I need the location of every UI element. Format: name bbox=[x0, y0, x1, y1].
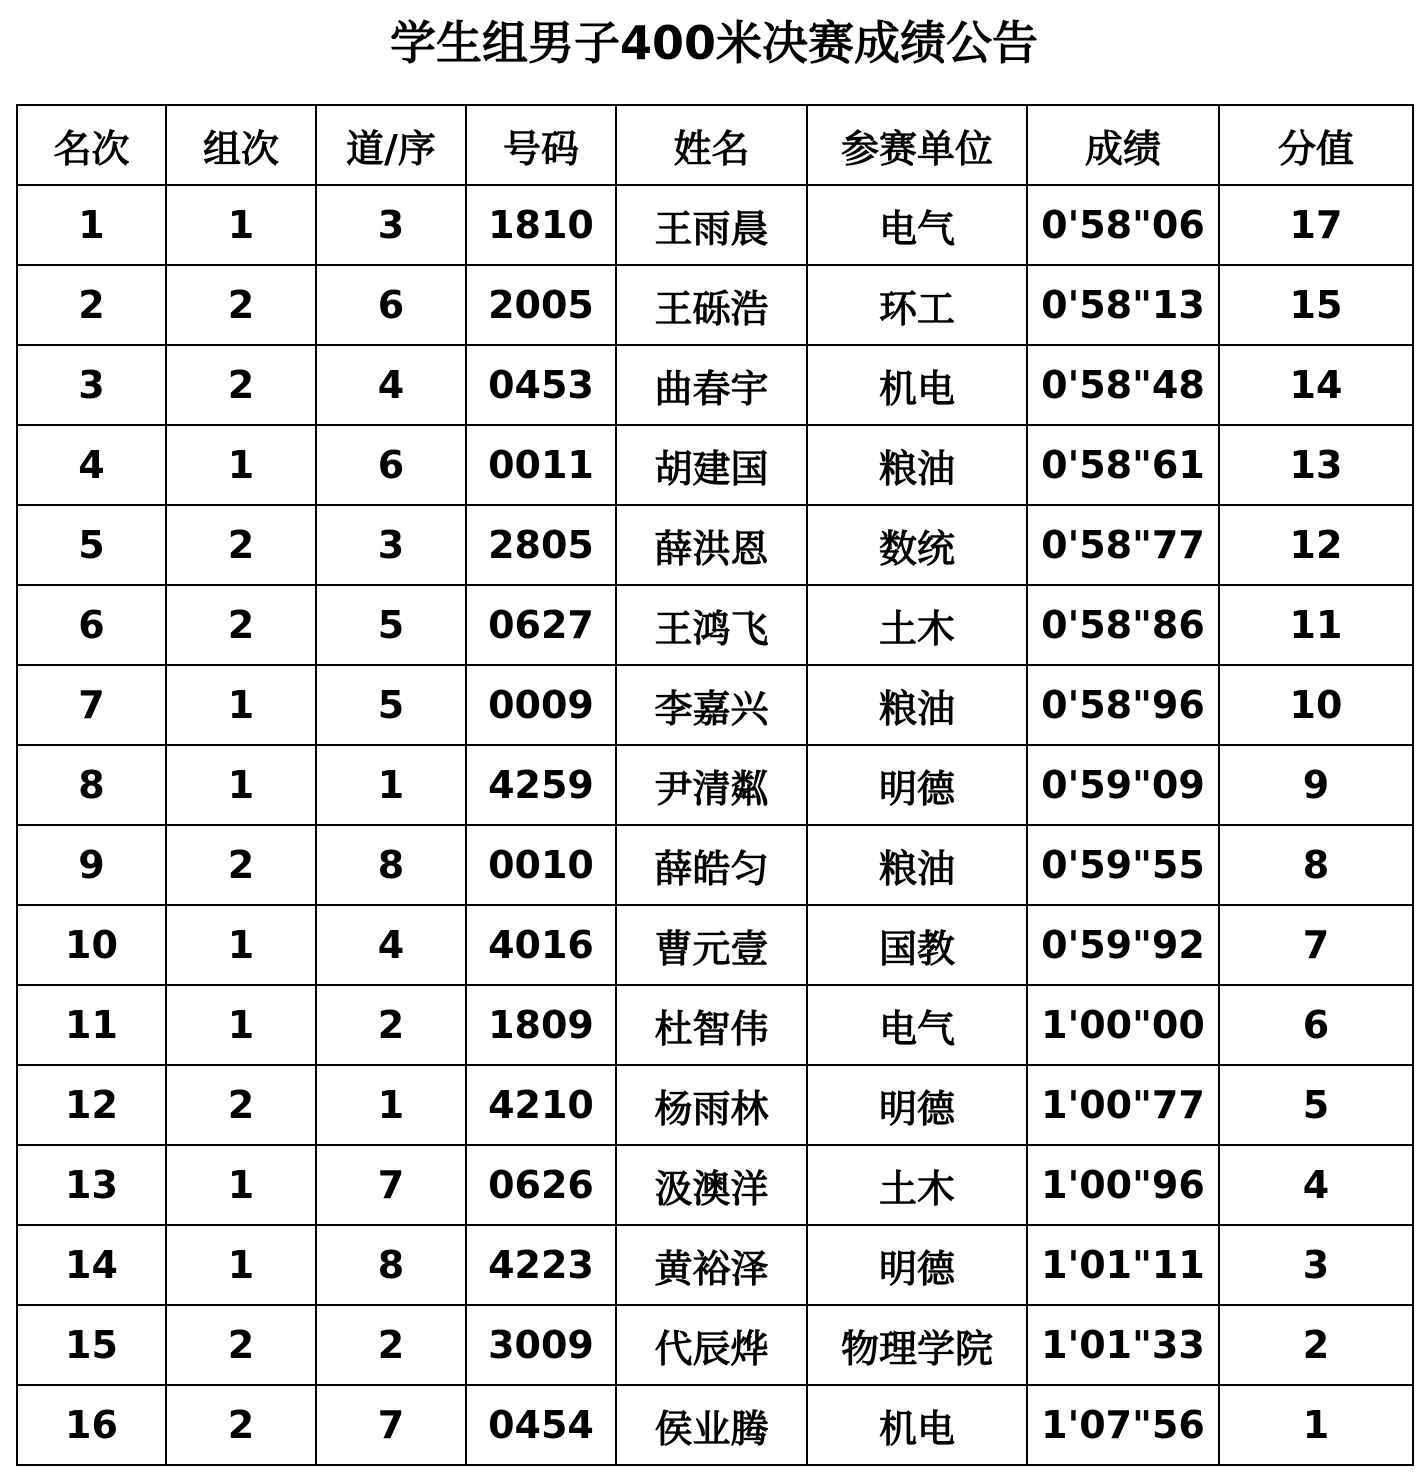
table-row bbox=[17, 505, 1413, 585]
cell-rank: 12 bbox=[17, 1065, 166, 1145]
header-rank: 名次 bbox=[17, 105, 166, 185]
cell-bib: 0454 bbox=[466, 1385, 616, 1465]
table-row bbox=[17, 1065, 1413, 1145]
cell-bib: 3009 bbox=[466, 1305, 616, 1385]
cell-bib: 4210 bbox=[466, 1065, 616, 1145]
header-name: 姓名 bbox=[616, 105, 807, 185]
cell-lane: 6 bbox=[316, 265, 466, 345]
cell-lane: 8 bbox=[316, 825, 466, 905]
cell-group: 2 bbox=[166, 585, 316, 665]
cell-points: 2 bbox=[1219, 1305, 1413, 1385]
cell-points: 5 bbox=[1219, 1065, 1413, 1145]
cell-name: 代辰烨 bbox=[616, 1305, 807, 1385]
cell-name: 杜智伟 bbox=[616, 985, 807, 1065]
header-row bbox=[17, 105, 1413, 185]
results-table bbox=[16, 104, 1414, 1466]
table-row bbox=[17, 425, 1413, 505]
cell-result: 0'58"61 bbox=[1027, 425, 1219, 505]
cell-bib: 4223 bbox=[466, 1225, 616, 1305]
cell-result: 1'00"96 bbox=[1027, 1145, 1219, 1225]
table-row bbox=[17, 185, 1413, 265]
cell-group: 2 bbox=[166, 1065, 316, 1145]
cell-bib: 1809 bbox=[466, 985, 616, 1065]
table-row bbox=[17, 585, 1413, 665]
cell-points: 6 bbox=[1219, 985, 1413, 1065]
cell-rank: 13 bbox=[17, 1145, 166, 1225]
cell-name: 曲春宇 bbox=[616, 345, 807, 425]
cell-rank: 11 bbox=[17, 985, 166, 1065]
table-row bbox=[17, 265, 1413, 345]
cell-points: 7 bbox=[1219, 905, 1413, 985]
cell-points: 13 bbox=[1219, 425, 1413, 505]
cell-bib: 2805 bbox=[466, 505, 616, 585]
cell-group: 2 bbox=[166, 1385, 316, 1465]
cell-unit: 数统 bbox=[807, 505, 1027, 585]
cell-points: 4 bbox=[1219, 1145, 1413, 1225]
table-row bbox=[17, 1225, 1413, 1305]
cell-group: 2 bbox=[166, 1305, 316, 1385]
cell-result: 0'59"09 bbox=[1027, 745, 1219, 825]
cell-unit: 粮油 bbox=[807, 425, 1027, 505]
cell-group: 1 bbox=[166, 425, 316, 505]
cell-name: 王雨晨 bbox=[616, 185, 807, 265]
cell-group: 1 bbox=[166, 1145, 316, 1225]
cell-rank: 9 bbox=[17, 825, 166, 905]
cell-lane: 7 bbox=[316, 1385, 466, 1465]
table-body bbox=[17, 185, 1413, 1465]
cell-name: 胡建国 bbox=[616, 425, 807, 505]
cell-name: 王砾浩 bbox=[616, 265, 807, 345]
header-result: 成绩 bbox=[1027, 105, 1219, 185]
cell-unit: 土木 bbox=[807, 1145, 1027, 1225]
cell-bib: 0010 bbox=[466, 825, 616, 905]
cell-name: 李嘉兴 bbox=[616, 665, 807, 745]
table-row bbox=[17, 665, 1413, 745]
cell-lane: 1 bbox=[316, 1065, 466, 1145]
cell-points: 17 bbox=[1219, 185, 1413, 265]
table-row bbox=[17, 1385, 1413, 1465]
cell-bib: 0453 bbox=[466, 345, 616, 425]
cell-points: 3 bbox=[1219, 1225, 1413, 1305]
table-row bbox=[17, 905, 1413, 985]
cell-result: 0'58"13 bbox=[1027, 265, 1219, 345]
cell-lane: 6 bbox=[316, 425, 466, 505]
cell-bib: 4259 bbox=[466, 745, 616, 825]
cell-lane: 7 bbox=[316, 1145, 466, 1225]
cell-group: 1 bbox=[166, 905, 316, 985]
cell-group: 2 bbox=[166, 505, 316, 585]
table-row bbox=[17, 345, 1413, 425]
cell-unit: 环工 bbox=[807, 265, 1027, 345]
cell-name: 侯业腾 bbox=[616, 1385, 807, 1465]
table-row bbox=[17, 745, 1413, 825]
cell-group: 1 bbox=[166, 745, 316, 825]
cell-group: 1 bbox=[166, 665, 316, 745]
cell-result: 1'01"11 bbox=[1027, 1225, 1219, 1305]
cell-result: 1'07"56 bbox=[1027, 1385, 1219, 1465]
header-bib: 号码 bbox=[466, 105, 616, 185]
cell-unit: 电气 bbox=[807, 185, 1027, 265]
cell-points: 8 bbox=[1219, 825, 1413, 905]
cell-rank: 2 bbox=[17, 265, 166, 345]
cell-lane: 8 bbox=[316, 1225, 466, 1305]
cell-result: 0'58"48 bbox=[1027, 345, 1219, 425]
cell-unit: 粮油 bbox=[807, 825, 1027, 905]
cell-group: 2 bbox=[166, 825, 316, 905]
cell-rank: 1 bbox=[17, 185, 166, 265]
cell-lane: 3 bbox=[316, 185, 466, 265]
table-row bbox=[17, 1305, 1413, 1385]
cell-unit: 物理学院 bbox=[807, 1305, 1027, 1385]
cell-name: 尹清粼 bbox=[616, 745, 807, 825]
header-lane: 道/序 bbox=[316, 105, 466, 185]
header-points: 分值 bbox=[1219, 105, 1413, 185]
cell-name: 杨雨林 bbox=[616, 1065, 807, 1145]
cell-lane: 4 bbox=[316, 905, 466, 985]
cell-bib: 0626 bbox=[466, 1145, 616, 1225]
cell-unit: 粮油 bbox=[807, 665, 1027, 745]
cell-lane: 2 bbox=[316, 1305, 466, 1385]
header-unit: 参赛单位 bbox=[807, 105, 1027, 185]
cell-unit: 机电 bbox=[807, 1385, 1027, 1465]
cell-result: 0'58"77 bbox=[1027, 505, 1219, 585]
page-title: 学生组男子400米决赛成绩公告 bbox=[389, 16, 1039, 70]
cell-unit: 电气 bbox=[807, 985, 1027, 1065]
cell-lane: 5 bbox=[316, 585, 466, 665]
cell-result: 0'59"92 bbox=[1027, 905, 1219, 985]
cell-name: 薛洪恩 bbox=[616, 505, 807, 585]
cell-points: 14 bbox=[1219, 345, 1413, 425]
cell-rank: 6 bbox=[17, 585, 166, 665]
cell-name: 黄裕泽 bbox=[616, 1225, 807, 1305]
cell-name: 曹元壹 bbox=[616, 905, 807, 985]
cell-unit: 明德 bbox=[807, 1065, 1027, 1145]
cell-group: 1 bbox=[166, 1225, 316, 1305]
cell-rank: 16 bbox=[17, 1385, 166, 1465]
cell-lane: 4 bbox=[316, 345, 466, 425]
cell-group: 1 bbox=[166, 185, 316, 265]
cell-result: 0'58"86 bbox=[1027, 585, 1219, 665]
cell-rank: 4 bbox=[17, 425, 166, 505]
cell-unit: 国教 bbox=[807, 905, 1027, 985]
cell-result: 1'01"33 bbox=[1027, 1305, 1219, 1385]
cell-rank: 7 bbox=[17, 665, 166, 745]
cell-bib: 2005 bbox=[466, 265, 616, 345]
cell-lane: 3 bbox=[316, 505, 466, 585]
cell-points: 9 bbox=[1219, 745, 1413, 825]
cell-unit: 土木 bbox=[807, 585, 1027, 665]
cell-points: 1 bbox=[1219, 1385, 1413, 1465]
cell-bib: 0011 bbox=[466, 425, 616, 505]
cell-points: 11 bbox=[1219, 585, 1413, 665]
cell-result: 0'58"06 bbox=[1027, 185, 1219, 265]
cell-name: 薛皓匀 bbox=[616, 825, 807, 905]
cell-unit: 机电 bbox=[807, 345, 1027, 425]
cell-rank: 3 bbox=[17, 345, 166, 425]
cell-name: 王鸿飞 bbox=[616, 585, 807, 665]
cell-rank: 14 bbox=[17, 1225, 166, 1305]
cell-result: 1'00"00 bbox=[1027, 985, 1219, 1065]
cell-name: 汲澳洋 bbox=[616, 1145, 807, 1225]
cell-result: 0'58"96 bbox=[1027, 665, 1219, 745]
cell-bib: 0627 bbox=[466, 585, 616, 665]
cell-group: 2 bbox=[166, 345, 316, 425]
cell-lane: 2 bbox=[316, 985, 466, 1065]
table-header bbox=[17, 105, 1413, 185]
cell-group: 1 bbox=[166, 985, 316, 1065]
cell-rank: 15 bbox=[17, 1305, 166, 1385]
header-group: 组次 bbox=[166, 105, 316, 185]
cell-rank: 5 bbox=[17, 505, 166, 585]
cell-lane: 1 bbox=[316, 745, 466, 825]
cell-rank: 8 bbox=[17, 745, 166, 825]
cell-bib: 0009 bbox=[466, 665, 616, 745]
cell-unit: 明德 bbox=[807, 745, 1027, 825]
cell-result: 1'00"77 bbox=[1027, 1065, 1219, 1145]
cell-bib: 1810 bbox=[466, 185, 616, 265]
cell-points: 10 bbox=[1219, 665, 1413, 745]
cell-result: 0'59"55 bbox=[1027, 825, 1219, 905]
cell-bib: 4016 bbox=[466, 905, 616, 985]
table-row bbox=[17, 1145, 1413, 1225]
table-row bbox=[17, 825, 1413, 905]
table-row bbox=[17, 985, 1413, 1065]
cell-points: 15 bbox=[1219, 265, 1413, 345]
cell-points: 12 bbox=[1219, 505, 1413, 585]
cell-rank: 10 bbox=[17, 905, 166, 985]
cell-unit: 明德 bbox=[807, 1225, 1027, 1305]
cell-lane: 5 bbox=[316, 665, 466, 745]
cell-group: 2 bbox=[166, 265, 316, 345]
